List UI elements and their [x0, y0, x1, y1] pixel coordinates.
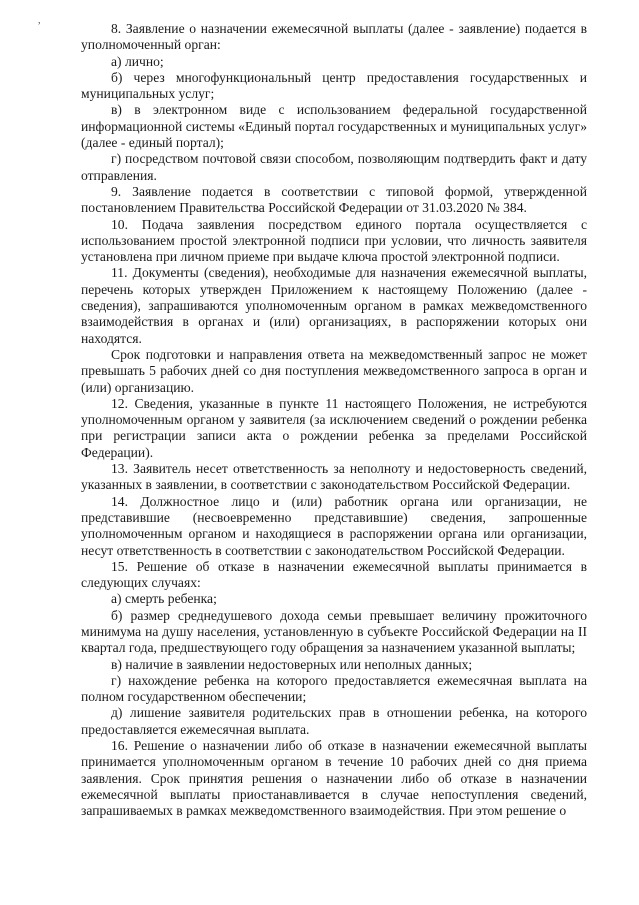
paragraph: 15. Решение об отказе в назначении ежемесячной выплаты принимается в следующих случаях: — [81, 558, 587, 591]
paragraph: г) нахождение ребенка на которого предоставляется ежемесячная выплата на полном государственном обеспечении; — [81, 672, 587, 705]
paragraph: д) лишение заявителя родительских прав в отношении ребенка, на которого предоставляется ежемесячная выплата. — [81, 705, 587, 737]
paragraph: 9. Заявление подается в соответствии с типовой формой, утвержденной постановлением Правительства Российской Федерации от 31.03.2020 № 384. — [81, 183, 587, 216]
paragraph: а) смерть ребенка; — [111, 591, 217, 607]
paragraph: 8. Заявление о назначении ежемесячной выплаты (далее - заявление) подается в уполномоченный орган: — [81, 21, 587, 53]
paragraph: 10. Подача заявления посредством единого портала осуществляется с использованием простой электронной подписи при условии, что личность заявителя установлена при личном приеме при выдаче ключа простой электронной подписи. — [81, 216, 587, 265]
paragraph: 14. Должностное лицо и (или) работник органа или организации, не представившие (несвоевременно представившие) сведения, запрошенные уполномоченным органом и находящиеся в распоряжении органа или организации, несут ответственность в соответствии с законодательством Российской Федерации. — [81, 493, 587, 558]
document-body — [81, 21, 587, 820]
paragraph: б) размер среднедушевого дохода семьи превышает величину прожиточного минимума на душу населения, установленную в субъекте Российской Федерации на II квартал года, предшествующего году обращения за назначением указанной выплаты; — [81, 607, 587, 656]
paragraph: Срок подготовки и направления ответа на межведомственный запрос не может превышать 5 рабочих дней со дня поступления межведомственного запроса в орган и (или) организацию. — [81, 346, 587, 395]
paragraph: г) посредством почтовой связи способом, позволяющим подтвердить факт и дату отправления. — [81, 151, 587, 183]
paragraph: 12. Сведения, указанные в пункте 11 настоящего Положения, не истребуются уполномоченным органом у заявителя (за исключением сведений о рождении ребенка при регистрации записи акта о рождении ребенка за пределами Российской Федерации). — [81, 395, 587, 460]
paragraph: 13. Заявитель несет ответственность за неполноту и недостоверность сведений, указанных в заявлении, в соответствии с законодательством Российской Федерации. — [81, 461, 587, 493]
paragraph: в) в электронном виде с использованием федеральной государственной информационной системы «Единый портал государственных и муниципальных услуг» (далее - единый портал); — [81, 102, 587, 151]
margin-mark: , — [38, 15, 41, 26]
paragraph: в) наличие в заявлении недостоверных или неполных данных; — [111, 656, 473, 672]
paragraph: 11. Документы (сведения), необходимые для назначения ежемесячной выплаты, перечень которых утвержден Приложением к настоящему Положению (далее - сведения), запрашиваются уполномоченным органом в рамках межведомственного взаимодействия в органах и (или) организациях, в распоряжении которых они находятся. — [81, 265, 587, 346]
paragraph: а) лично; — [111, 53, 164, 69]
paragraph: б) через многофункциональный центр предоставления государственных и муниципальных услуг; — [81, 69, 587, 102]
paragraph: 16. Решение о назначении либо об отказе в назначении ежемесячной выплаты принимается уполномоченным органом в течение 10 рабочих дней со дня приема заявления. Срок принятия решения о назначении либо об отказе в назначении ежемесячной выплаты приостанавливается в случае непоступления сведений, запрашиваемых в рамках межведомственного взаимодействия. При этом решение о — [81, 738, 587, 819]
